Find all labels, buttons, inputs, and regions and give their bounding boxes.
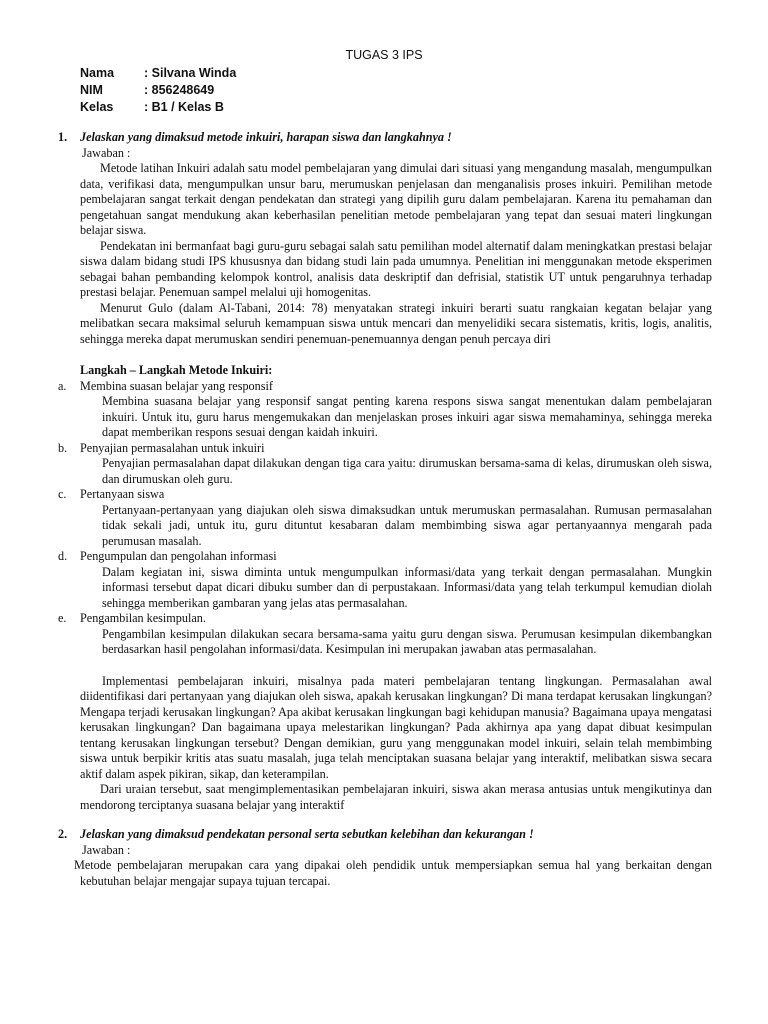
spacer	[80, 658, 712, 674]
step-description: Membina suasana belajar yang responsif sangat penting karena respons siswa sangat menentukan dalam pembelajaran inkuiri. Untuk itu, guru harus mengemukakan dan menjelaskan proses inkuiri agar siswa memahaminya, sehingga mereka dapat memberikan respons sesuai dengan kaidah inkuiri.	[102, 394, 712, 439]
question-text: Jelaskan yang dimaksud pendekatan personal serta sebutkan kelebihan dan kekurangan !	[80, 827, 534, 841]
closing-paragraph: Dari uraian tersebut, saat mengimplementasikan pembelajaran inkuiri, siswa akan merasa antusias untuk mengikutinya dan mendorong terciptanya suasana belajar yang interaktif	[80, 782, 712, 812]
document-body	[58, 130, 712, 889]
question-number: 2.	[58, 827, 68, 841]
step-title	[58, 611, 712, 627]
step-description: Dalam kegiatan ini, siswa diminta untuk mengumpulkan informasi/data yang terkait dengan permasalahan. Mungkin informasi tersebut dapat dicari dibuku sumber dan di perpustakaan. Informasi/data yang telah terkumpul kemudian diolah sehingga memberikan gambaran yang jelas atas permasalahan.	[102, 564, 712, 610]
step-letter: e.	[58, 611, 67, 625]
step-title-text: Membina suasan belajar yang responsif	[80, 378, 273, 393]
step-title-text: Pertanyaan siswa	[80, 487, 165, 501]
step-letter: c.	[58, 487, 67, 501]
identity-label: Kelas	[80, 100, 114, 114]
step-title	[58, 487, 712, 503]
step-letter: a.	[58, 378, 67, 393]
answer-label: Jawaban :	[82, 145, 131, 160]
question-text: Jelaskan yang dimaksud metode inkuiri, harapan siswa dan langkahnya !	[80, 130, 452, 144]
identity-label: Nama	[80, 66, 115, 80]
step-description: Penyajian permasalahan dapat dilakukan dengan tiga cara yaitu: dirumuskan bersama-sama di kelas, dirumuskan oleh siswa, dan dirumuskan oleh guru.	[102, 456, 712, 486]
step-title-text: Pengambilan kesimpulan.	[80, 611, 206, 625]
closing-paragraph: Implementasi pembelajaran inkuiri, misalnya pada materi pembelajaran tentang lingkungan. Permasalahan awal diidentifikasi dari pertanyaan yang diajukan oleh siswa, apakah kerusakan lingkungan? Di mana terdapat kerusakan lingkungan? Mengapa terjadi kerusakan lingkungan? Apa akibat kerusakan lingkungan bagi kehidupan manusia? Bagaimana upaya mengatasi kerusakan lingkungan? Dan bagaimana upaya melestarikan lingkungan? Pada akhirnya apa yang dapat dibuat kesimpulan tentang kerusakan lingkungan tersebut? Dengan demikian, guru yang menggunakan model inkuiri, selain telah membimbing siswa untuk berpikir kritis atas suatu masalah, juga telah menciptakan suasana belajar yang interaktif, melibatkan siswa secara aktif dalam aspek pikiran, sikap, dan keterampilan.	[80, 673, 712, 781]
identity-value: : B1 / Kelas B	[144, 100, 224, 114]
step-description: Pertanyaan-pertanyaan yang diajukan oleh siswa dimaksudkan untuk merumuskan permasalahan. Rumusan permasalahan tidak sekali jadi, untuk itu, guru dituntut kesabaran dalam membimbing siswa agar pertanyaannya mengarah pada perumusan masalah.	[102, 502, 712, 548]
question-number: 1.	[58, 130, 68, 144]
step-description: Pengambilan kesimpulan dilakukan secara bersama-sama yaitu guru dengan siswa. Perumusan kesimpulan dikembangkan berdasarkan hasil pengolahan informasi/data. Kesimpulan ini merupakan jawaban atas permasalahan.	[102, 626, 712, 656]
question-1	[58, 130, 712, 146]
steps-heading: Langkah – Langkah Metode Inkuiri:	[80, 363, 273, 377]
step-title-text: Penyajian permasalahan untuk inkuiri	[80, 440, 265, 455]
document-title: TUGAS 3 IPS	[345, 48, 423, 62]
step-title	[58, 549, 712, 565]
identity-label: NIM	[80, 83, 103, 97]
answer-paragraph: Menurut Gulo (dalam Al-Tabani, 2014: 78) menyatakan strategi inkuiri berarti suatu rangkaian kegatan belajar yang melibatkan secara maksimal seluruh kemampuan siswa untuk mencari dan menyelidiki secara sistematis, kritis, logis, analitis, sehingga mereka dapat merumuskan sendiri penemuan-penemuannya dengan penuh percaya diri	[80, 300, 712, 346]
identity-value: : Silvana Winda	[144, 66, 237, 80]
step-title	[58, 440, 712, 457]
answer-paragraph: Metode pembelajaran merupakan cara yang dipakai oleh pendidik untuk mempersiapkan semua hal yang berkaitan dengan kebutuhan belajar mengajar supaya tujuan tercapai.	[74, 858, 712, 888]
answer-paragraph: Pendekatan ini bermanfaat bagi guru-guru sebagai salah satu pemilihan model alternatif dalam meningkatkan prestasi belajar siswa dalam bidang studi IPS khususnya dan bidang studi lain pada umumnya. Penelitian ini menggunakan metode eksperimen sebagai bahan pembanding kelompok kontrol, analisis data deskriptif dan defrisial, statistik UT untuk pengaruhnya terhadap prestasi belajar. Penemuan sampel melalui uji homogenitas.	[80, 238, 712, 299]
step-letter: b.	[58, 440, 68, 455]
step-letter: d.	[58, 549, 68, 563]
step-title-text: Pengumpulan dan pengolahan informasi	[80, 549, 277, 563]
answer-paragraph: Metode latihan Inkuiri adalah satu model pembelajaran yang dimulai dari situasi yang mengandung masalah, mengumpulkan data, verifikasi data, mengumpulkan unsur baru, merumuskan penjelasan dan menganalisis proses inkuiri. Pemilihan metode pembelajaran sangat terkait dengan pendekatan dan strategi yang dipilih guru dalam pembelajaran. Karena itu pemahaman dan pengetahuan sangat mendukung akan keberhasilan penelitian metode pembelajaran yang tepat dan sesuai materi lingkungan belajar siswa.	[80, 161, 712, 237]
question-2	[58, 827, 712, 843]
step-title	[58, 378, 712, 395]
spacer	[80, 813, 712, 827]
identity-value: : 856248649	[144, 83, 215, 97]
answer-label: Jawaban :	[82, 842, 131, 857]
